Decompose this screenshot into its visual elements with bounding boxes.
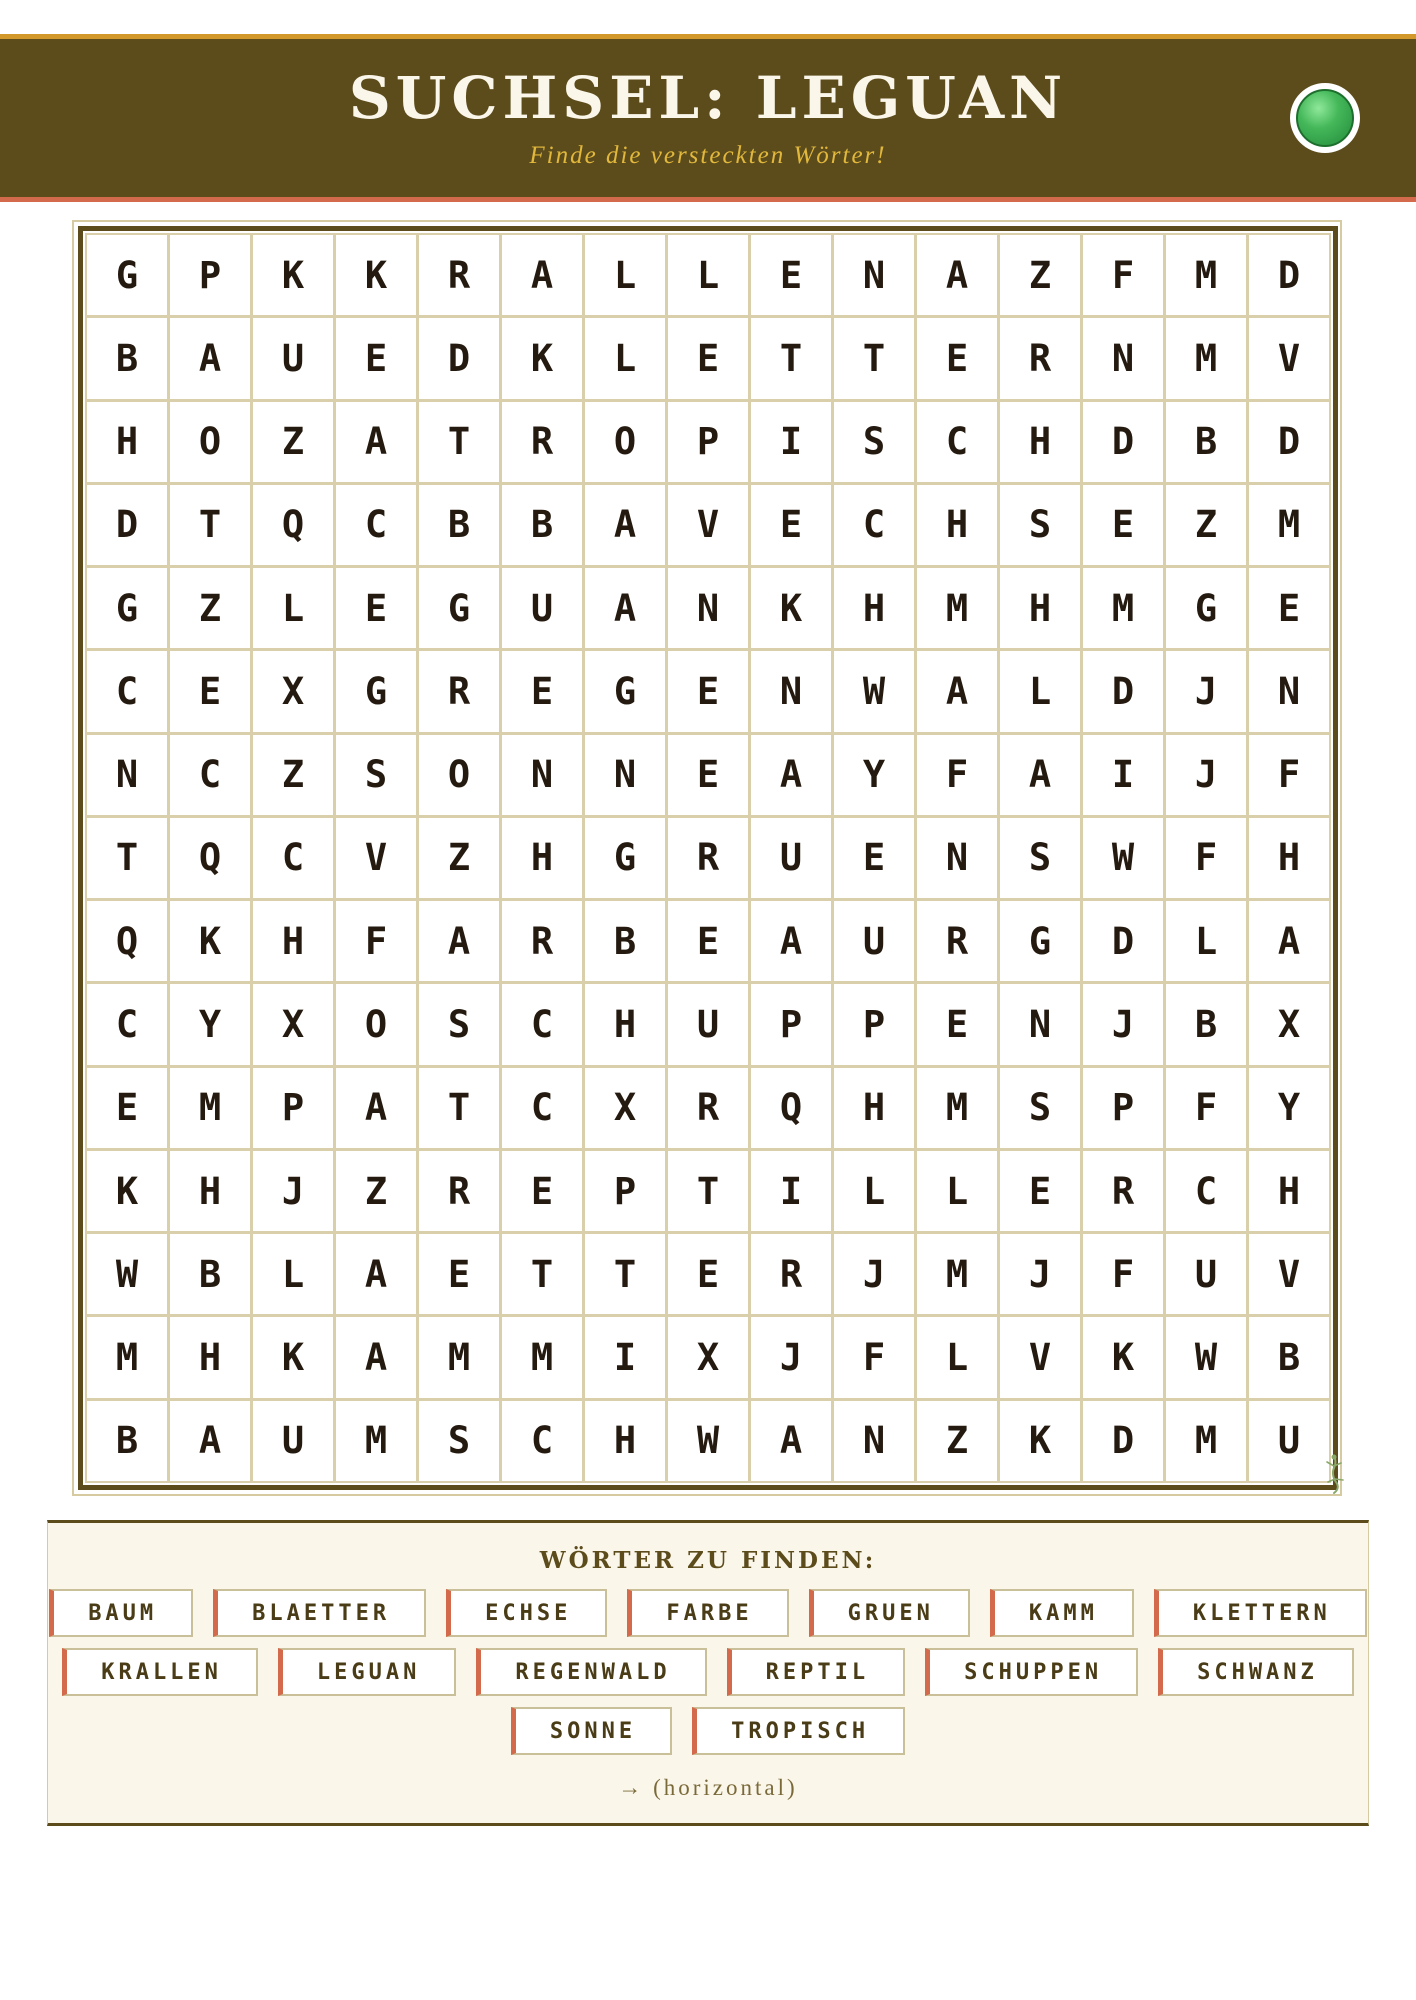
grid-cell[interactable]: E xyxy=(917,984,997,1064)
grid-cell[interactable]: T xyxy=(834,318,914,398)
word-chip[interactable]: KRALLEN xyxy=(62,1648,258,1696)
grid-cell[interactable]: X xyxy=(253,984,333,1064)
grid-cell[interactable]: Y xyxy=(834,735,914,815)
grid-cell[interactable]: M xyxy=(502,1317,582,1397)
grid-cell[interactable]: F xyxy=(336,901,416,981)
grid-cell[interactable]: F xyxy=(917,735,997,815)
grid-cell[interactable]: F xyxy=(1249,735,1329,815)
grid-cell[interactable]: L xyxy=(253,1234,333,1314)
grid-cell[interactable]: G xyxy=(419,568,499,648)
word-chip[interactable]: TROPISCH xyxy=(692,1707,905,1755)
grid-cell[interactable]: L xyxy=(1166,901,1246,981)
grid-cell[interactable]: H xyxy=(170,1317,250,1397)
grid-cell[interactable]: U xyxy=(253,318,333,398)
grid-cell[interactable]: A xyxy=(1249,901,1329,981)
grid-cell[interactable]: F xyxy=(1083,1234,1163,1314)
grid-cell[interactable]: O xyxy=(170,402,250,482)
grid-cell[interactable]: D xyxy=(1083,901,1163,981)
word-chip[interactable]: SONNE xyxy=(511,1707,672,1755)
grid-cell[interactable]: S xyxy=(336,735,416,815)
grid-cell[interactable]: Z xyxy=(917,1401,997,1481)
word-search-grid-frame xyxy=(78,226,1338,1490)
grid-cell[interactable]: A xyxy=(751,901,831,981)
grid-cell[interactable]: W xyxy=(1166,1317,1246,1397)
word-chip[interactable]: FARBE xyxy=(627,1589,788,1637)
grid-cell[interactable]: Q xyxy=(87,901,167,981)
grid-cell[interactable]: E xyxy=(1083,485,1163,565)
word-search-grid xyxy=(85,233,1331,1483)
grid-cell[interactable]: O xyxy=(419,735,499,815)
grid-cell[interactable]: K xyxy=(336,235,416,315)
word-list-row xyxy=(48,1589,1368,1637)
grid-cell[interactable]: U xyxy=(668,984,748,1064)
grid-cell[interactable]: J xyxy=(751,1317,831,1397)
grid-cell[interactable]: T xyxy=(87,818,167,898)
grid-cell[interactable]: N xyxy=(917,818,997,898)
grid-cell[interactable]: E xyxy=(751,485,831,565)
grid-cell[interactable]: B xyxy=(87,318,167,398)
grid-cell[interactable]: A xyxy=(419,901,499,981)
grid-cell[interactable]: U xyxy=(502,568,582,648)
grid-cell[interactable]: J xyxy=(834,1234,914,1314)
grid-cell[interactable]: N xyxy=(87,735,167,815)
word-chip[interactable]: BLAETTER xyxy=(213,1589,426,1637)
grid-cell[interactable]: L xyxy=(917,1151,997,1231)
word-chip[interactable]: REGENWALD xyxy=(476,1648,706,1696)
grid-cell[interactable]: H xyxy=(87,402,167,482)
grid-cell[interactable]: A xyxy=(336,1234,416,1314)
grid-cell[interactable]: E xyxy=(502,1151,582,1231)
grid-cell[interactable]: I xyxy=(1083,735,1163,815)
grid-cell[interactable]: C xyxy=(834,485,914,565)
grid-cell[interactable]: N xyxy=(1083,318,1163,398)
grid-cell[interactable]: M xyxy=(419,1317,499,1397)
grid-cell[interactable]: P xyxy=(1083,1068,1163,1148)
grid-cell[interactable]: U xyxy=(834,901,914,981)
grid-cell[interactable]: L xyxy=(585,318,665,398)
grid-cell[interactable]: W xyxy=(1083,818,1163,898)
grid-cell[interactable]: N xyxy=(668,568,748,648)
grid-cell[interactable]: E xyxy=(668,735,748,815)
grid-cell[interactable]: C xyxy=(502,1401,582,1481)
grid-cell[interactable]: K xyxy=(253,235,333,315)
grid-cell[interactable]: C xyxy=(336,485,416,565)
grid-cell[interactable]: Q xyxy=(751,1068,831,1148)
grid-cell[interactable]: R xyxy=(502,901,582,981)
grid-cell[interactable]: H xyxy=(502,818,582,898)
grid-cell[interactable]: D xyxy=(1249,235,1329,315)
grid-cell[interactable]: Q xyxy=(170,818,250,898)
grid-cell[interactable]: E xyxy=(336,318,416,398)
grid-cell[interactable]: K xyxy=(87,1151,167,1231)
grid-cell[interactable]: C xyxy=(1166,1151,1246,1231)
grid-cell[interactable]: H xyxy=(170,1151,250,1231)
word-chip[interactable]: ECHSE xyxy=(446,1589,607,1637)
grid-cell[interactable]: U xyxy=(1166,1234,1246,1314)
grid-cell[interactable]: R xyxy=(419,1151,499,1231)
grid-cell[interactable]: B xyxy=(585,901,665,981)
grid-cell[interactable]: M xyxy=(1166,1401,1246,1481)
grid-cell[interactable]: E xyxy=(751,235,831,315)
grid-cell[interactable]: N xyxy=(834,235,914,315)
grid-cell[interactable]: H xyxy=(1000,402,1080,482)
grid-cell[interactable]: I xyxy=(751,1151,831,1231)
grid-cell[interactable]: E xyxy=(668,1234,748,1314)
grid-cell[interactable]: W xyxy=(668,1401,748,1481)
grid-cell[interactable]: Z xyxy=(253,402,333,482)
grid-cell[interactable]: G xyxy=(585,651,665,731)
grid-cell[interactable]: E xyxy=(1000,1151,1080,1231)
grid-cell[interactable]: E xyxy=(917,318,997,398)
grid-cell[interactable]: P xyxy=(751,984,831,1064)
grid-cell[interactable]: A xyxy=(502,235,582,315)
grid-cell[interactable]: C xyxy=(87,984,167,1064)
grid-cell[interactable]: M xyxy=(1166,318,1246,398)
direction-legend: → (horizontal) xyxy=(618,1775,798,1800)
grid-cell[interactable]: O xyxy=(585,402,665,482)
grid-cell[interactable]: M xyxy=(336,1401,416,1481)
grid-cell[interactable]: A xyxy=(917,651,997,731)
grid-cell[interactable]: Z xyxy=(1166,485,1246,565)
grid-cell[interactable]: G xyxy=(1166,568,1246,648)
grid-cell[interactable]: X xyxy=(585,1068,665,1148)
grid-cell[interactable]: A xyxy=(336,1317,416,1397)
grid-cell[interactable]: E xyxy=(336,568,416,648)
grid-cell[interactable]: L xyxy=(917,1317,997,1397)
grid-cell[interactable]: T xyxy=(585,1234,665,1314)
grid-cell[interactable]: D xyxy=(1083,402,1163,482)
page-subtitle: Finde die versteckten Wörter! xyxy=(529,142,887,169)
grid-cell[interactable]: M xyxy=(170,1068,250,1148)
grid-cell[interactable]: R xyxy=(917,901,997,981)
word-list-row xyxy=(48,1707,1368,1755)
grid-cell[interactable]: T xyxy=(751,318,831,398)
grid-cell[interactable]: S xyxy=(1000,818,1080,898)
grid-cell[interactable]: R xyxy=(419,235,499,315)
page-header xyxy=(0,34,1416,202)
grid-cell[interactable]: M xyxy=(917,1234,997,1314)
grid-cell[interactable]: J xyxy=(253,1151,333,1231)
green-circle-icon[interactable] xyxy=(1290,83,1360,153)
grid-cell[interactable]: K xyxy=(1083,1317,1163,1397)
grid-cell[interactable]: A xyxy=(751,1401,831,1481)
grid-cell[interactable]: V xyxy=(668,485,748,565)
word-chip[interactable]: BAUM xyxy=(49,1589,193,1637)
grid-cell[interactable]: X xyxy=(668,1317,748,1397)
grid-cell[interactable]: L xyxy=(668,235,748,315)
grid-cell[interactable]: F xyxy=(1166,818,1246,898)
grid-cell[interactable]: M xyxy=(1083,568,1163,648)
grid-cell[interactable]: T xyxy=(668,1151,748,1231)
grid-cell[interactable]: G xyxy=(336,651,416,731)
grid-cell[interactable]: Y xyxy=(1249,1068,1329,1148)
grid-cell[interactable]: I xyxy=(751,402,831,482)
grid-cell[interactable]: H xyxy=(917,485,997,565)
grid-cell[interactable]: Z xyxy=(170,568,250,648)
grid-cell[interactable]: E xyxy=(87,1068,167,1148)
grid-cell[interactable]: A xyxy=(585,485,665,565)
grid-cell[interactable]: E xyxy=(419,1234,499,1314)
grid-cell[interactable]: R xyxy=(1000,318,1080,398)
grid-cell[interactable]: M xyxy=(1166,235,1246,315)
grid-cell[interactable]: W xyxy=(87,1234,167,1314)
grid-cell[interactable]: M xyxy=(917,568,997,648)
grid-cell[interactable]: A xyxy=(585,568,665,648)
grid-cell[interactable]: J xyxy=(1083,984,1163,1064)
grid-cell[interactable]: T xyxy=(419,402,499,482)
grid-cell[interactable]: N xyxy=(751,651,831,731)
grid-cell[interactable]: T xyxy=(419,1068,499,1148)
grid-cell[interactable]: K xyxy=(1000,1401,1080,1481)
grid-cell[interactable]: B xyxy=(1166,984,1246,1064)
grid-cell[interactable]: B xyxy=(502,485,582,565)
grid-cell[interactable]: R xyxy=(668,818,748,898)
grid-cell[interactable]: T xyxy=(502,1234,582,1314)
grid-cell[interactable]: K xyxy=(253,1317,333,1397)
grid-cell[interactable]: P xyxy=(253,1068,333,1148)
grid-cell[interactable]: B xyxy=(419,485,499,565)
grid-cell[interactable]: G xyxy=(1000,901,1080,981)
grid-cell[interactable]: Q xyxy=(253,485,333,565)
grid-cell[interactable]: R xyxy=(419,651,499,731)
grid-cell[interactable]: P xyxy=(834,984,914,1064)
grid-cell[interactable]: E xyxy=(502,651,582,731)
grid-cell[interactable]: V xyxy=(1249,1234,1329,1314)
grid-cell[interactable]: H xyxy=(585,1401,665,1481)
page-title: SUCHSEL: LEGUAN xyxy=(348,64,1068,132)
grid-cell[interactable]: H xyxy=(834,568,914,648)
grid-cell[interactable]: U xyxy=(1249,1401,1329,1481)
grid-cell[interactable]: K xyxy=(170,901,250,981)
grid-cell[interactable]: F xyxy=(834,1317,914,1397)
grid-cell[interactable]: N xyxy=(1249,651,1329,731)
grid-cell[interactable]: E xyxy=(668,901,748,981)
grid-cell[interactable]: A xyxy=(336,402,416,482)
word-list-panel xyxy=(47,1520,1369,1826)
grid-cell[interactable]: B xyxy=(1249,1317,1329,1397)
grid-cell[interactable]: H xyxy=(253,901,333,981)
grid-cell[interactable]: M xyxy=(87,1317,167,1397)
grid-cell[interactable]: F xyxy=(1166,1068,1246,1148)
grid-cell[interactable]: G xyxy=(87,568,167,648)
grid-cell[interactable]: N xyxy=(585,735,665,815)
grid-cell[interactable]: G xyxy=(87,235,167,315)
grid-cell[interactable]: C xyxy=(502,984,582,1064)
word-chip[interactable]: KLETTERN xyxy=(1154,1589,1367,1637)
grid-cell[interactable]: W xyxy=(834,651,914,731)
grid-cell[interactable]: E xyxy=(1249,568,1329,648)
grid-cell[interactable]: D xyxy=(1083,1401,1163,1481)
grid-cell[interactable]: M xyxy=(917,1068,997,1148)
word-chip[interactable]: REPTIL xyxy=(727,1648,905,1696)
grid-cell[interactable]: C xyxy=(502,1068,582,1148)
grid-cell[interactable]: S xyxy=(419,1401,499,1481)
grid-cell[interactable]: A xyxy=(1000,735,1080,815)
grid-cell[interactable]: V xyxy=(1000,1317,1080,1397)
grid-cell[interactable]: H xyxy=(585,984,665,1064)
grid-cell[interactable]: S xyxy=(1000,485,1080,565)
grid-cell[interactable]: P xyxy=(585,1151,665,1231)
grid-cell[interactable]: P xyxy=(170,235,250,315)
grid-cell[interactable]: H xyxy=(1249,1151,1329,1231)
grid-cell[interactable]: C xyxy=(170,735,250,815)
grid-cell[interactable]: K xyxy=(751,568,831,648)
grid-cell[interactable]: Y xyxy=(170,984,250,1064)
grid-cell[interactable]: U xyxy=(253,1401,333,1481)
grid-cell[interactable]: X xyxy=(1249,984,1329,1064)
word-chip[interactable]: KAMM xyxy=(990,1589,1134,1637)
grid-cell[interactable]: U xyxy=(751,818,831,898)
grid-cell[interactable]: J xyxy=(1166,651,1246,731)
grid-cell[interactable]: R xyxy=(502,402,582,482)
grid-cell[interactable]: J xyxy=(1166,735,1246,815)
word-chip[interactable]: SCHWANZ xyxy=(1158,1648,1354,1696)
grid-cell[interactable]: D xyxy=(419,318,499,398)
word-chip[interactable]: LEGUAN xyxy=(278,1648,456,1696)
grid-cell[interactable]: V xyxy=(1249,318,1329,398)
grid-cell[interactable]: T xyxy=(170,485,250,565)
grid-cell[interactable]: H xyxy=(834,1068,914,1148)
grid-cell[interactable]: R xyxy=(668,1068,748,1148)
grid-cell[interactable]: L xyxy=(253,568,333,648)
grid-cell[interactable]: D xyxy=(87,485,167,565)
word-chip[interactable]: SCHUPPEN xyxy=(925,1648,1138,1696)
grid-cell[interactable]: N xyxy=(834,1401,914,1481)
grid-cell[interactable]: K xyxy=(502,318,582,398)
grid-cell[interactable]: D xyxy=(1083,651,1163,731)
grid-cell[interactable]: R xyxy=(1083,1151,1163,1231)
grid-cell[interactable]: L xyxy=(834,1151,914,1231)
grid-cell[interactable]: N xyxy=(502,735,582,815)
word-chip[interactable]: GRUEN xyxy=(809,1589,970,1637)
grid-cell[interactable]: C xyxy=(917,402,997,482)
grid-cell[interactable]: B xyxy=(1166,402,1246,482)
grid-cell[interactable]: R xyxy=(751,1234,831,1314)
grid-cell[interactable]: A xyxy=(917,235,997,315)
grid-cell[interactable]: F xyxy=(1083,235,1163,315)
grid-cell[interactable]: Z xyxy=(336,1151,416,1231)
grid-cell[interactable]: N xyxy=(1000,984,1080,1064)
grid-cell[interactable]: D xyxy=(1249,402,1329,482)
grid-cell[interactable]: E xyxy=(834,818,914,898)
grid-cell[interactable]: L xyxy=(1000,651,1080,731)
grid-cell[interactable]: E xyxy=(668,318,748,398)
grid-cell[interactable]: L xyxy=(585,235,665,315)
grid-cell[interactable]: C xyxy=(87,651,167,731)
grid-cell[interactable]: G xyxy=(585,818,665,898)
grid-cell[interactable]: V xyxy=(336,818,416,898)
grid-cell[interactable]: Z xyxy=(419,818,499,898)
grid-cell[interactable]: X xyxy=(253,651,333,731)
grid-cell[interactable]: E xyxy=(170,651,250,731)
grid-cell[interactable]: S xyxy=(1000,1068,1080,1148)
grid-cell[interactable]: A xyxy=(336,1068,416,1148)
grid-cell[interactable]: H xyxy=(1000,568,1080,648)
grid-cell[interactable]: S xyxy=(419,984,499,1064)
grid-cell[interactable]: B xyxy=(87,1401,167,1481)
grid-cell[interactable]: B xyxy=(170,1234,250,1314)
grid-cell[interactable]: M xyxy=(1249,485,1329,565)
grid-cell[interactable]: E xyxy=(668,651,748,731)
grid-cell[interactable]: C xyxy=(253,818,333,898)
grid-cell[interactable]: Z xyxy=(253,735,333,815)
grid-cell[interactable]: S xyxy=(834,402,914,482)
word-list-heading: WÖRTER ZU FINDEN: xyxy=(539,1547,877,1574)
grid-cell[interactable]: Z xyxy=(1000,235,1080,315)
grid-cell[interactable]: I xyxy=(585,1317,665,1397)
grid-cell[interactable]: P xyxy=(668,402,748,482)
grid-cell[interactable]: O xyxy=(336,984,416,1064)
lizard-icon xyxy=(1316,1452,1352,1496)
grid-cell[interactable]: A xyxy=(170,318,250,398)
grid-cell[interactable]: A xyxy=(751,735,831,815)
grid-cell[interactable]: H xyxy=(1249,818,1329,898)
grid-cell[interactable]: A xyxy=(170,1401,250,1481)
grid-cell[interactable]: J xyxy=(1000,1234,1080,1314)
word-list-row xyxy=(48,1648,1368,1696)
